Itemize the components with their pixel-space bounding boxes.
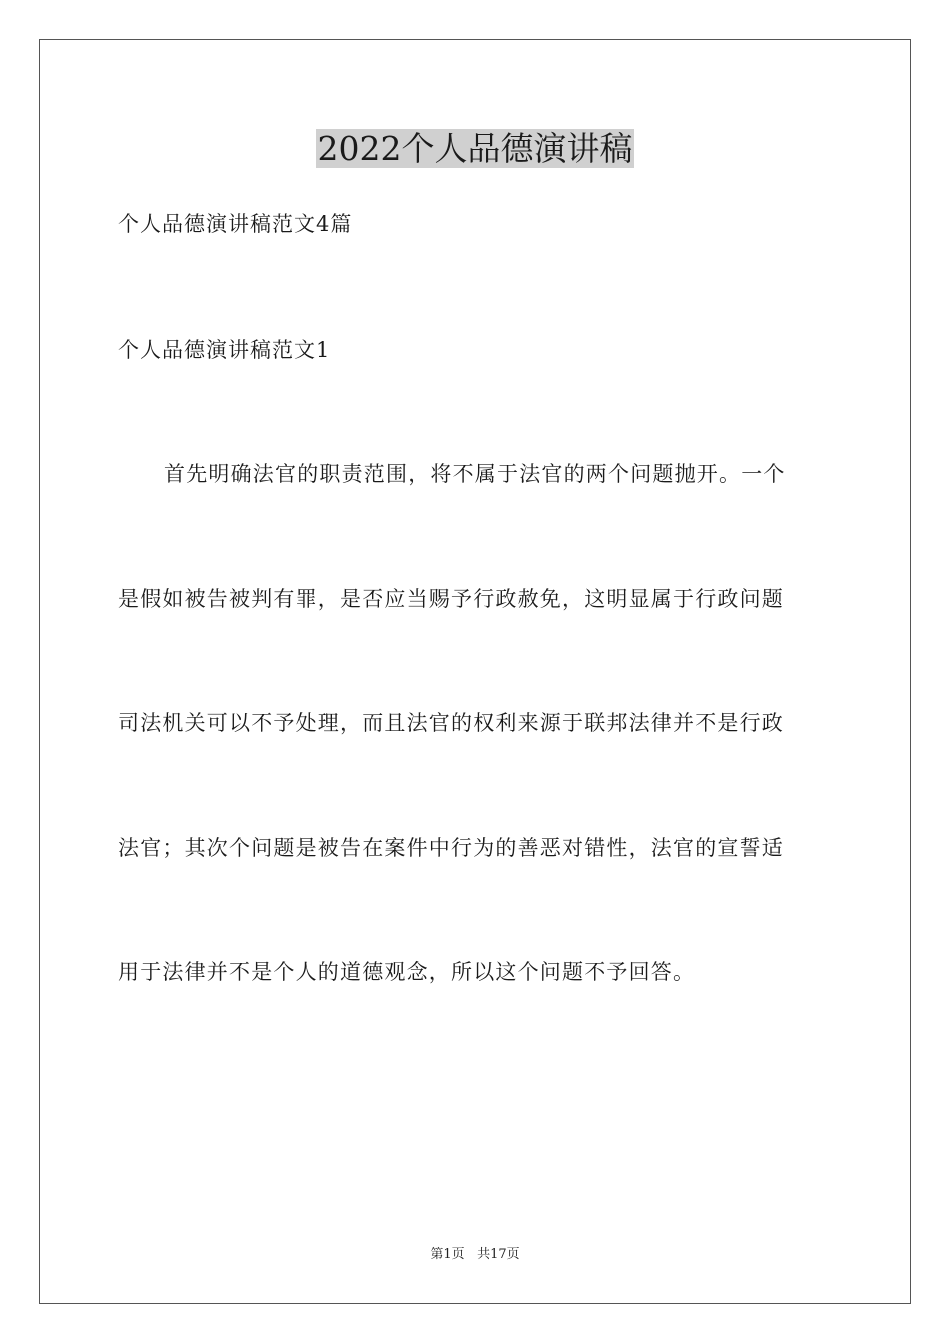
document-title [0, 127, 950, 171]
body-line-4: 法官；其次个问题是被告在案件中行为的善恶对错性，法官的宣誓适 [118, 836, 784, 860]
page-footer [0, 1246, 950, 1264]
page-total: 共17页 [477, 1247, 520, 1262]
page-number: 第1页 [430, 1247, 465, 1262]
body-line-1: 首先明确法官的职责范围，将不属于法官的两个问题抛开。一个 [164, 462, 786, 486]
document-title-text: 2022个人品德演讲稿 [317, 129, 633, 168]
body-line-2: 是假如被告被判有罪，是否应当赐予行政赦免，这明显属于行政问题 [118, 587, 784, 611]
document-subtitle: 个人品德演讲稿范文4篇 [118, 212, 353, 236]
body-line-5: 用于法律并不是个人的道德观念，所以这个问题不予回答。 [118, 960, 696, 984]
body-line-3: 司法机关可以不予处理，而且法官的权利来源于联邦法律并不是行政 [118, 711, 784, 735]
section-heading: 个人品德演讲稿范文1 [118, 338, 331, 362]
